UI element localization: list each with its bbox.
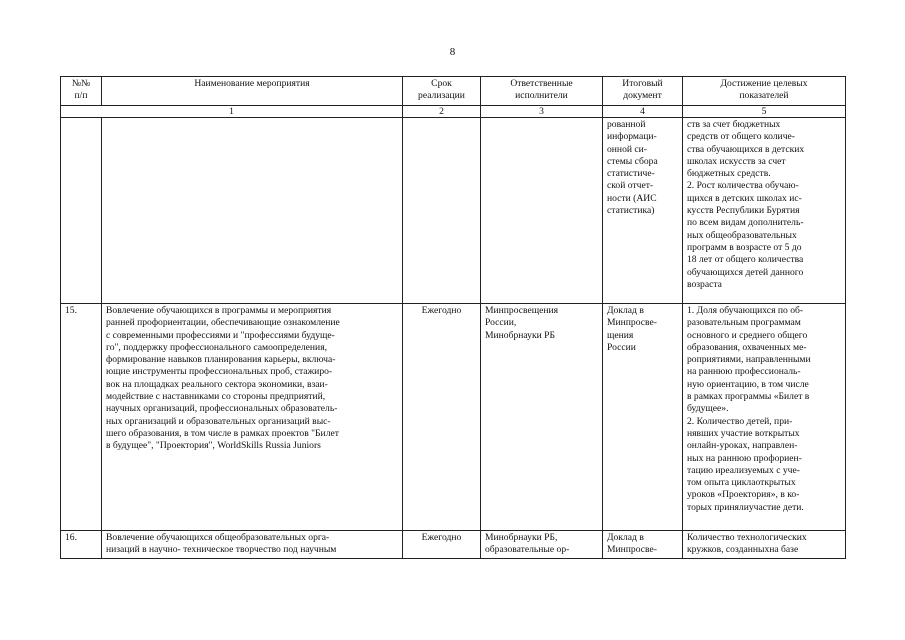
- column-number-3: 3: [481, 106, 603, 118]
- header-final-document: Итоговый документ: [603, 77, 683, 106]
- column-number-1: 1: [61, 106, 403, 118]
- header-number: №№ п/п: [61, 77, 102, 106]
- column-number-2: 2: [403, 106, 481, 118]
- row-term: [403, 118, 481, 304]
- header-activity-name: Наименование мероприятия: [102, 77, 403, 106]
- page-number: 8: [449, 46, 456, 58]
- row-activity-name: [102, 118, 403, 304]
- table-row: [61, 531, 846, 559]
- table-row: [61, 304, 846, 531]
- header-term: Срок реализации: [403, 77, 481, 106]
- column-number-4: 4: [603, 106, 683, 118]
- row-number: [61, 118, 102, 304]
- column-numbers-row: [61, 106, 846, 118]
- row-responsible: Минобрнауки РБ, образовательные ор-: [481, 531, 603, 559]
- table-row: [61, 118, 846, 304]
- row-term: Ежегодно: [403, 304, 481, 531]
- header-responsible: Ответственные исполнители: [481, 77, 603, 106]
- row-activity-name: Вовлечение обучающихся общеобразовательных орга- низаций в научно- техническое творчество под научным: [102, 531, 403, 559]
- row-number: 15.: [61, 304, 102, 531]
- column-number-5: 5: [683, 106, 846, 118]
- row-responsible: Минпросвещения России, Минобрнауки РБ: [481, 304, 603, 531]
- row-final-document: рованной информаци- онной си- стемы сбора статистиче- ской отчет- ности (АИС статистика): [603, 118, 683, 304]
- row-target-indicators: Количество технологических кружков, созданныхна базе: [683, 531, 846, 559]
- row-target-indicators: ств за счет бюджетных средств от общего количе- ства обучающихся в детских школах искусств за счет бюджетных средств. 2. Рост количества обучаю- щихся в детских школах ис- кусств Республики Бурятия по всем видам дополнитель- ных общеобразовательных программ в возрасте от 5 до 18 лет от общего количества обучающихся детей данного возраста: [683, 118, 846, 304]
- activities-table: [60, 76, 846, 559]
- row-activity-name: Вовлечение обучающихся в программы и мероприятия ранней профориентации, обеспечивающие ознакомление с современными профессиями и "профессиями будуще- го", поддержку профессионального самоопределения, формирование навыков планирования карьеры, включа- ющие инструменты профессиональных проб, стажиро- вок на площадках реального сектора экономики, взаи- модействие с наставниками со стороны предприятий, научных организаций, профессиональных образователь- ных организаций и образовательных организаций выс- шего образования, в том числе в рамках проектов "Билет в будущее", "Проектория", WorldSkills Russia Juniors: [102, 304, 403, 531]
- row-number: 16.: [61, 531, 102, 559]
- row-final-document: Доклад в Минпросве- щения России: [603, 304, 683, 531]
- header-target-indicators: Достижение целевых показателей: [683, 77, 846, 106]
- row-final-document: Доклад в Минпросве-: [603, 531, 683, 559]
- row-term: Ежегодно: [403, 531, 481, 559]
- row-responsible: [481, 118, 603, 304]
- table-header-row: [61, 77, 846, 106]
- row-target-indicators: 1. Доля обучающихся по об- разовательным программам основного и среднего общего образования, охваченных ме- роприятиями, направленными на раннюю профессиональ- ную ориентацию, в том числе в рамках программы «Билет в будущее». 2. Количество детей, при- нявших участие воткрытых онлайн-уроках, направлен- ных на раннюю профориен- тацию иреализуемых с уче- том опыта циклаоткрытых уроков «Проектория», в ко- торых принялиучастие дети.: [683, 304, 846, 531]
